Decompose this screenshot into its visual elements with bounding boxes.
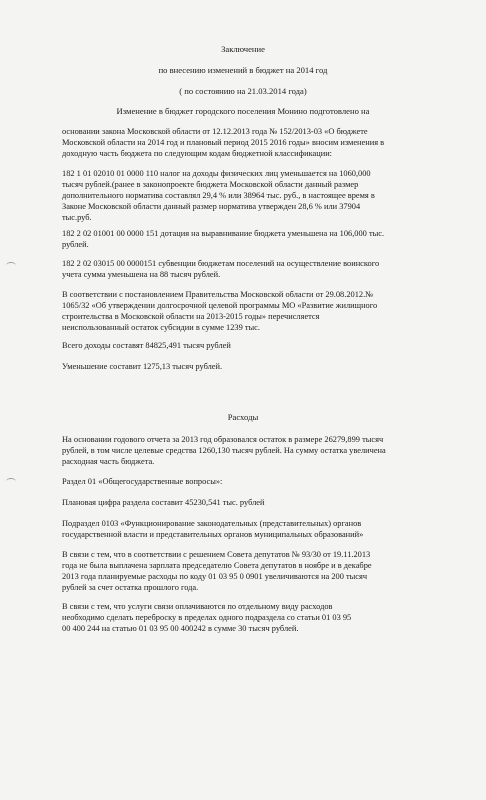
binding-hole-mark (6, 262, 16, 269)
text-line: основании закона Московской области от 12.12.2013 года № 152/2013-03 «О бюджете (62, 127, 368, 136)
text-line: В соответствии с постановлением Правительства Московской области от 29.08.2012.№ (62, 290, 374, 299)
text-line: Законе Московской области данный размер норматива утвержден 28,6 % или 37904 (62, 202, 361, 211)
date-line: ( по состоянию на 21.03.2014 года) (179, 86, 307, 96)
text-line: На основании годового отчета за 2013 год образовался остаток в размере 26279,899 тысяч (62, 435, 384, 444)
income-tax-paragraph (62, 168, 424, 223)
binding-hole-mark (6, 478, 16, 485)
text-line: 00 400 244 на статью 01 03 95 00 400242 в сумме 30 тысяч рублей. (62, 624, 299, 633)
text-line: 182 2 02 03015 00 0000151 субвенции бюджетам поселений на осуществление воинского (62, 259, 380, 268)
text-line: тысяч рублей.(ранее в законопроекте бюджета Московской области данный размер (62, 180, 359, 189)
subsidy-paragraph (62, 228, 424, 250)
text-line: В связи с тем, что в соответствии с решением Совета депутатов № 93/30 от 19.11.2013 (62, 550, 371, 559)
document-title: Заключение (221, 44, 265, 54)
text-line: тыс.руб. (62, 213, 92, 222)
decrease-line: Уменьшение составит 1275,13 тысяч рублей. (62, 362, 223, 371)
text-line: года не была выплачена зарплата председателю Совета депутатов в ноябре и в декабре (62, 561, 372, 570)
intro-line: Изменение в бюджет городского поселения Монино подготовлено на (116, 106, 370, 116)
document-subtitle: по внесению изменений в бюджет на 2014 год (158, 65, 328, 75)
annual-report-paragraph (62, 434, 424, 467)
text-line: 182 1 01 02010 01 0000 110 налог на доходы физических лиц уменьшается на 1060,000 (62, 169, 371, 178)
text-line: доходную часть бюджета по следующим кодам бюджетной классификации: (62, 149, 333, 158)
subsection-paragraph (62, 518, 424, 540)
plan-line: Плановая цифра раздела составит 45230,541 тыс. рублей (62, 498, 265, 507)
total-income-line: Всего доходы составят 84825,491 тысяч рублей (62, 341, 231, 350)
section-heading: Раздел 01 «Общегосударственные вопросы»: (62, 477, 223, 486)
text-line: В связи с тем, что услуги связи оплачиваются по отдельному виду расходов (62, 602, 333, 611)
text-line: Московской области на 2014 год и плановый период 2015 2016 годы» вносим изменения в (62, 138, 385, 147)
text-line: неиспользованный остаток субсидии в сумме 1239 тыс. (62, 323, 260, 332)
text-line: дополнительного норматива составлял 29,4 % или 38964 тыс. руб., в настоящее время в (62, 191, 375, 200)
text-line: 182 2 02 01001 00 0000 151 дотация на выравнивание бюджета уменьшена на 106,000 тыс. (62, 229, 385, 238)
text-line: строительства в Московской области на 2013-2015 годы» перечисляется (62, 312, 320, 321)
text-line: рублей, в том числе целевые средства 1260,130 тысяч рублей. На сумму остатка увеличена (62, 446, 386, 455)
salary-paragraph (62, 549, 424, 593)
text-line: Подраздел 0103 «Функционирование законодательных (представительных) органов (62, 519, 362, 528)
resolution-paragraph (62, 289, 424, 333)
basis-paragraph (62, 126, 424, 159)
text-line: 2013 года планируемые расходы по коду 01 03 95 0 0901 увеличиваются на 200 тысяч (62, 572, 368, 581)
text-line: государственной власти и представительных органов муниципальных образований» (62, 530, 364, 539)
text-line: необходимо сделать переброску в пределах одного подраздела со статьи 01 03 95 (62, 613, 352, 622)
text-line: учета сумма уменьшена на 88 тысяч рублей. (62, 270, 221, 279)
communication-paragraph (62, 601, 424, 634)
text-line: рублей. (62, 240, 89, 249)
subvention-paragraph (62, 258, 424, 280)
text-line: 1065/32 «Об утверждении долгосрочной целевой программы МО «Развитие жилищного (62, 301, 378, 310)
expenses-heading: Расходы (227, 412, 259, 422)
text-line: расходная часть бюджета. (62, 457, 155, 466)
text-line: рублей за счет остатка прошлого года. (62, 583, 199, 592)
